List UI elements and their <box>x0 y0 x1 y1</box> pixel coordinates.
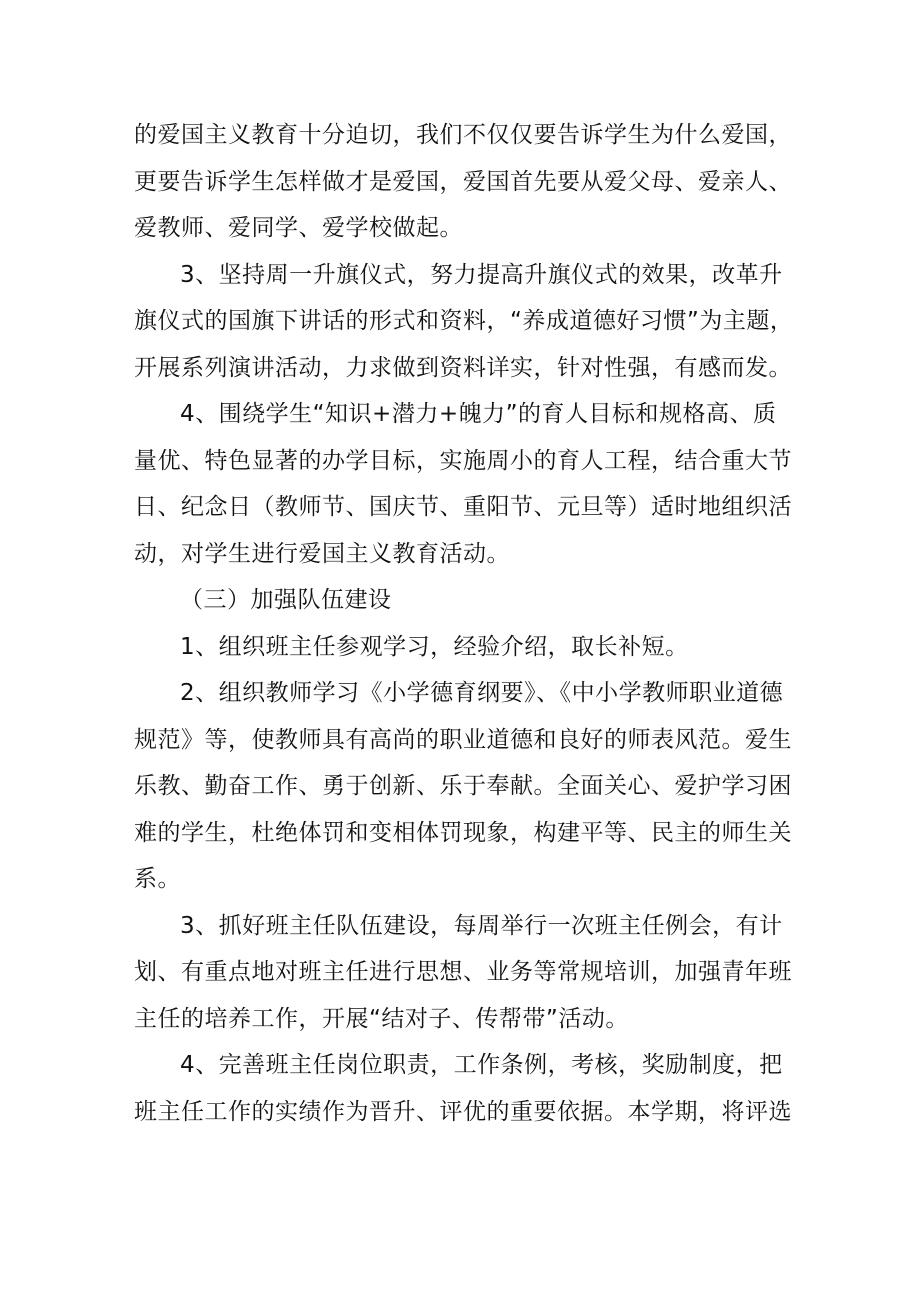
paragraph-teacher-visits: 1、组织班主任参观学习，经验介绍，取长补短。 <box>180 633 689 660</box>
paragraph-head-teacher-training: 3、抓好班主任队伍建设，每周举行一次班主任例会，有计划、有重点地对班主任进行思想、业务等常规培训，加强青年班主任的培养工作，开展“结对子、传帮带”活动。 <box>134 912 792 1032</box>
paragraph-teacher-ethics: 2、组织教师学习《小学德育纲要》、《中小学教师职业道德规范》等，使教师具有高尚的职业道德和良好的师表风范。爱生乐教、勤奋工作、勇于创新、乐于奉献。全面关心、爱护学习困难的学生，杜绝体罚和变相体罚现象，构建平等、民主的师生关系。 <box>134 680 792 892</box>
section-heading-team-building: （三）加强队伍建设 <box>180 587 392 613</box>
paragraph-head-teacher-duties: 4、完善班主任岗位职责，工作条例，考核，奖励制度，把班主任工作的实绩作为晋升、评优的重要依据。本学期，将评选 <box>134 1052 792 1125</box>
document-body <box>134 112 794 1135</box>
paragraph-education-goals: 4、围绕学生“知识+潜力+魄力”的育人目标和规格高、质量优、特色显著的办学目标，实施周小的育人工程，结合重大节日、纪念日（教师节、国庆节、重阳节、元旦等）适时地组织活动，对学生进行爱国主义教育活动。 <box>134 401 792 567</box>
paragraph-flag-ceremony: 3、坚持周一升旗仪式，努力提高升旗仪式的效果，改革升旗仪式的国旗下讲话的形式和资料，“养成道德好习惯”为主题，开展系列演讲活动，力求做到资料详实，针对性强，有感而发。 <box>134 261 794 381</box>
paragraph-patriotic-education: 的爱国主义教育十分迫切，我们不仅仅要告诉学生为什么爱国，更要告诉学生怎样做才是爱国，爱国首先要从爱父母、爱亲人、爱教师、爱同学、爱学校做起。 <box>134 122 792 241</box>
